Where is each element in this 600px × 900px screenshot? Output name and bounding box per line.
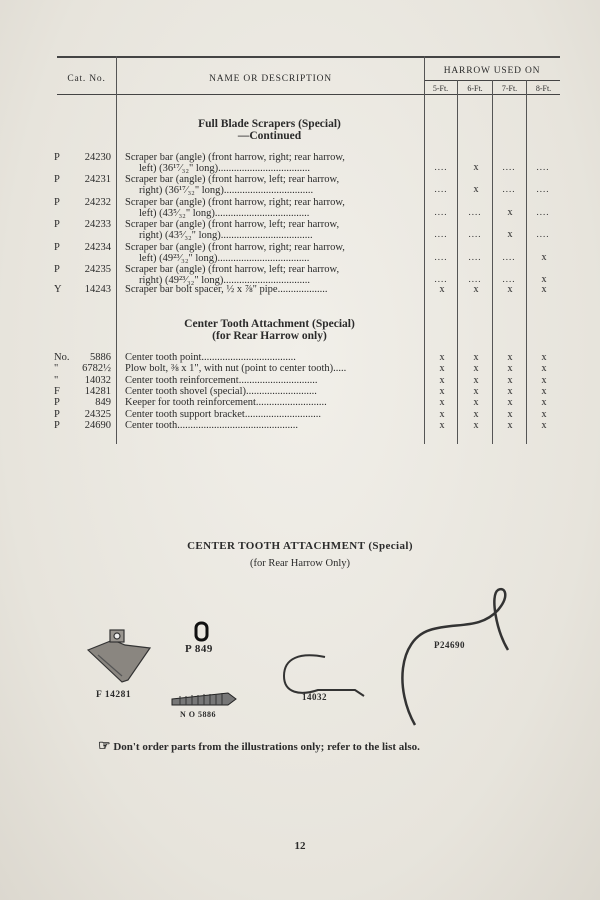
part-description: Center tooth reinforcement.............................. bbox=[125, 374, 318, 386]
cat-prefix: P bbox=[54, 397, 60, 409]
harrow-size-mark: x bbox=[541, 352, 547, 363]
cat-number: 24690 bbox=[84, 419, 111, 431]
label-shovel: F 14281 bbox=[96, 690, 132, 700]
harrow-size-mark: x bbox=[473, 352, 479, 363]
harrow-size-mark: .... bbox=[434, 162, 448, 172]
header-harrow-used-on: HARROW USED ON bbox=[443, 66, 541, 76]
section-subtitle: (for Rear Harrow only) bbox=[212, 330, 327, 342]
description-line: Scraper bar bolt spacer, ½ x ⅞" pipe................... bbox=[125, 284, 328, 295]
order-note bbox=[98, 738, 420, 755]
harrow-size-mark: x bbox=[473, 284, 479, 295]
description-line: left) (49²³⁄₃₂" long)................................... bbox=[139, 253, 310, 264]
harrow-size-mark: .... bbox=[434, 184, 448, 194]
harrow-size-mark: .... bbox=[468, 229, 482, 239]
harrow-size-mark: x bbox=[541, 374, 547, 386]
harrow-size-mark: .... bbox=[434, 252, 448, 262]
center-tooth-drawing bbox=[402, 589, 508, 725]
cat-prefix: F bbox=[54, 385, 60, 397]
part-description: Center tooth.............................................. bbox=[125, 419, 298, 431]
cat-prefix: " bbox=[54, 363, 59, 375]
cat-number: 14243 bbox=[84, 284, 111, 295]
part-description: Center tooth support bracket............................. bbox=[125, 408, 321, 420]
cat-number: 14281 bbox=[84, 385, 111, 397]
harrow-size-mark: x bbox=[439, 408, 445, 420]
harrow-size-mark: .... bbox=[468, 252, 482, 262]
description-line: left) (36¹⁷⁄₃₂" long)................................... bbox=[139, 163, 310, 174]
cat-number: 24232 bbox=[84, 197, 111, 208]
reinforcement-drawing bbox=[284, 655, 364, 696]
cat-prefix: Y bbox=[54, 284, 62, 295]
part-description: Plow bolt, ⅜ x 1", with nut (point to center tooth)..... bbox=[125, 363, 347, 375]
section-title: Full Blade Scrapers (Special) bbox=[198, 118, 341, 130]
harrow-size-mark: x bbox=[439, 385, 445, 397]
harrow-size-mark: x bbox=[507, 229, 513, 240]
cat-number: 24325 bbox=[84, 408, 111, 420]
section-title: Center Tooth Attachment (Special) bbox=[184, 318, 355, 330]
harrow-size-mark: x bbox=[473, 408, 479, 420]
part-description: Keeper for tooth reinforcement........................... bbox=[125, 397, 327, 409]
cat-prefix: P bbox=[54, 242, 60, 253]
description-line: Scraper bar (angle) (front harrow, right; rear harrow, bbox=[125, 152, 345, 163]
page-number: 12 bbox=[294, 840, 306, 852]
harrow-size-mark: x bbox=[473, 162, 479, 173]
description-line: right) (49²³⁄₃₂" long)................................. bbox=[139, 275, 311, 286]
harrow-size-mark: x bbox=[439, 284, 445, 295]
cat-number: 24231 bbox=[84, 174, 111, 185]
cat-prefix: P bbox=[54, 408, 60, 420]
label-reinforcement: 14032 bbox=[302, 692, 327, 702]
harrow-size-mark: x bbox=[507, 408, 513, 420]
harrow-size-mark: x bbox=[507, 419, 513, 431]
harrow-size-mark: x bbox=[541, 252, 547, 263]
harrow-size-mark: x bbox=[473, 385, 479, 397]
header-name: NAME OR DESCRIPTION bbox=[209, 74, 332, 84]
harrow-size-mark: x bbox=[473, 374, 479, 386]
harrow-size-mark: x bbox=[473, 397, 479, 409]
cat-prefix: " bbox=[54, 374, 59, 386]
harrow-size-mark: .... bbox=[502, 274, 516, 284]
harrow-size-mark: x bbox=[507, 363, 513, 375]
harrow-size-mark: .... bbox=[434, 207, 448, 217]
header-cat-no: Cat. No. bbox=[67, 74, 106, 84]
cat-prefix: P bbox=[54, 152, 60, 163]
harrow-size-mark: .... bbox=[468, 274, 482, 284]
harrow-size-mark: .... bbox=[502, 162, 516, 172]
harrow-size-mark: x bbox=[473, 419, 479, 431]
harrow-size-mark: .... bbox=[434, 229, 448, 239]
illustration-title-bold: CENTER TOOTH ATTACHMENT bbox=[187, 540, 366, 552]
cat-prefix: P bbox=[54, 197, 60, 208]
header-size-7ft: 7-Ft. bbox=[501, 84, 518, 93]
description-line: Scraper bar (angle) (front harrow, right; rear harrow, bbox=[125, 242, 345, 253]
harrow-size-mark: x bbox=[541, 408, 547, 420]
harrow-size-mark: .... bbox=[434, 274, 448, 284]
cat-number: 14032 bbox=[84, 374, 111, 386]
cat-number: 5886 bbox=[90, 352, 111, 363]
harrow-size-mark: x bbox=[507, 284, 513, 295]
harrow-size-mark: x bbox=[507, 352, 513, 363]
cat-prefix: P bbox=[54, 419, 60, 431]
label-tooth: P24690 bbox=[434, 640, 465, 650]
description-line: Scraper bar (angle) (front harrow, left; rear harrow, bbox=[125, 219, 340, 230]
harrow-size-mark: .... bbox=[536, 184, 550, 194]
cat-number: 24230 bbox=[84, 152, 111, 163]
harrow-size-mark: x bbox=[439, 363, 445, 375]
part-description: Center tooth shovel (special)........................... bbox=[125, 385, 317, 397]
label-keeper: P 849 bbox=[185, 643, 213, 655]
part-description: Center tooth point.................................... bbox=[125, 352, 296, 363]
cat-prefix: P bbox=[54, 174, 60, 185]
shovel-drawing bbox=[88, 630, 150, 682]
description-line: right) (43⁵⁄₃₂" long)................................... bbox=[139, 230, 313, 241]
harrow-size-mark: .... bbox=[536, 229, 550, 239]
harrow-size-mark: x bbox=[473, 363, 479, 375]
harrow-size-mark: .... bbox=[468, 207, 482, 217]
description-line: right) (36¹⁷⁄₃₂" long).................................. bbox=[139, 185, 314, 196]
harrow-size-mark: .... bbox=[502, 184, 516, 194]
description-line: Scraper bar (angle) (front harrow, left; rear harrow, bbox=[125, 174, 340, 185]
harrow-size-mark: x bbox=[541, 397, 547, 409]
pointing-hand-icon: ☞ bbox=[98, 739, 111, 754]
harrow-size-mark: .... bbox=[502, 252, 516, 262]
harrow-size-mark: x bbox=[473, 184, 479, 195]
description-line: left) (43⁵⁄₃₂" long).................................... bbox=[139, 208, 310, 219]
cat-prefix: No. bbox=[54, 352, 70, 363]
illustration-subtitle: (for Rear Harrow Only) bbox=[249, 558, 350, 569]
label-point: N O 5886 bbox=[180, 710, 216, 719]
harrow-size-mark: x bbox=[541, 274, 547, 285]
cat-number: 24233 bbox=[84, 219, 111, 230]
cat-number: 849 bbox=[95, 397, 111, 409]
cat-prefix: P bbox=[54, 219, 60, 230]
harrow-size-mark: x bbox=[507, 385, 513, 397]
harrow-size-mark: x bbox=[541, 363, 547, 375]
header-size-6ft: 6-Ft. bbox=[467, 84, 483, 93]
cat-number: 24235 bbox=[84, 264, 111, 275]
harrow-size-mark: .... bbox=[536, 162, 550, 172]
keeper-drawing bbox=[196, 623, 207, 640]
description-line: Scraper bar (angle) (front harrow, right; rear harrow, bbox=[125, 197, 345, 208]
harrow-size-mark: x bbox=[541, 419, 547, 431]
harrow-size-mark: x bbox=[541, 385, 547, 397]
cat-prefix: P bbox=[54, 264, 60, 275]
cat-number: 24234 bbox=[84, 242, 111, 253]
harrow-size-mark: x bbox=[439, 352, 445, 363]
harrow-size-mark: x bbox=[507, 207, 513, 218]
harrow-size-mark: x bbox=[439, 374, 445, 386]
center-tooth-point-drawing bbox=[172, 693, 236, 705]
harrow-size-mark: x bbox=[439, 397, 445, 409]
header-size-8ft: 8-Ft. bbox=[535, 84, 552, 93]
illustration-title-suffix: (Special) bbox=[368, 540, 413, 552]
harrow-size-mark: x bbox=[507, 374, 513, 386]
harrow-size-mark: x bbox=[507, 397, 513, 409]
header-size-5ft: 5-Ft. bbox=[432, 84, 449, 93]
order-note-text: Don't order parts from the illustrations only; refer to the list also. bbox=[113, 741, 420, 753]
harrow-size-mark: .... bbox=[536, 207, 550, 217]
harrow-size-mark: x bbox=[541, 284, 547, 295]
description-line: Scraper bar (angle) (front harrow, left; rear harrow, bbox=[125, 264, 340, 275]
section-subtitle: —Continued bbox=[237, 130, 302, 142]
harrow-size-mark: x bbox=[439, 419, 445, 431]
cat-number: 6782½ bbox=[82, 363, 111, 375]
